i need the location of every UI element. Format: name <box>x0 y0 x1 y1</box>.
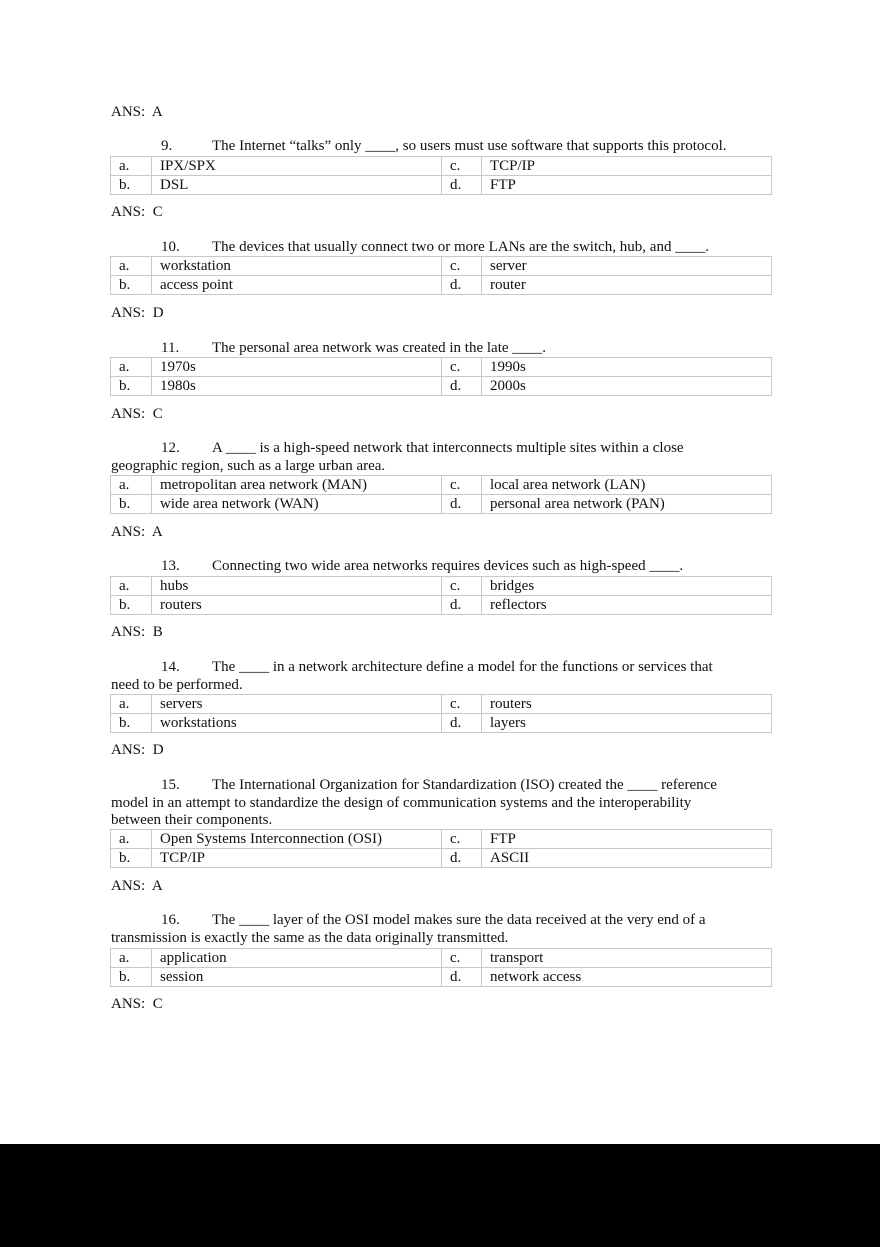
option-a: hubs <box>152 577 442 596</box>
question-stem: Connecting two wide area networks requires devices such as high-speed ____. <box>212 558 684 574</box>
question-stem-continued: need to be performed. <box>111 676 243 693</box>
answer-value: C <box>152 996 163 1012</box>
option-b: 1980s <box>152 377 442 396</box>
options-table-14 <box>110 694 772 733</box>
option-label: c. <box>442 157 482 176</box>
option-d: network access <box>482 968 772 987</box>
answer-label: ANS: <box>111 204 146 220</box>
option-d: reflectors <box>482 596 772 615</box>
option-label: b. <box>111 849 152 868</box>
answer-label: ANS: <box>111 104 146 120</box>
question-stem: The ____ in a network architecture define a model for the functions or services that <box>212 659 713 675</box>
option-label: a. <box>111 695 152 714</box>
answer-line <box>111 305 164 322</box>
option-c: TCP/IP <box>482 157 772 176</box>
option-c: 1990s <box>482 358 772 377</box>
question-12 <box>111 440 761 475</box>
option-c: FTP <box>482 830 772 849</box>
question-stem: The ____ layer of the OSI model makes sure the data received at the very end of a <box>212 912 706 928</box>
option-b: TCP/IP <box>152 849 442 868</box>
question-number: 11. <box>161 340 180 356</box>
question-stem: The International Organization for Standardization (ISO) created the ____ reference <box>212 777 717 793</box>
option-a: servers <box>152 695 442 714</box>
option-b: access point <box>152 276 442 295</box>
answer-label: ANS: <box>111 996 146 1012</box>
option-label: a. <box>111 830 152 849</box>
option-label: c. <box>442 476 482 495</box>
option-label: a. <box>111 476 152 495</box>
option-label: c. <box>442 358 482 377</box>
options-table-15 <box>110 829 772 868</box>
options-row <box>111 476 772 495</box>
option-label: b. <box>111 495 152 514</box>
option-label: d. <box>442 377 482 396</box>
option-label: b. <box>111 714 152 733</box>
option-label: d. <box>442 968 482 987</box>
answer-label: ANS: <box>111 878 146 894</box>
question-number: 15. <box>161 777 180 793</box>
options-row <box>111 714 772 733</box>
option-label: c. <box>442 949 482 968</box>
answer-value: B <box>152 624 163 640</box>
option-label: a. <box>111 949 152 968</box>
option-a: metropolitan area network (MAN) <box>152 476 442 495</box>
option-a: Open Systems Interconnection (OSI) <box>152 830 442 849</box>
options-row <box>111 596 772 615</box>
option-b: workstations <box>152 714 442 733</box>
answer-value: C <box>152 204 163 220</box>
answer-line <box>111 204 163 221</box>
options-row <box>111 358 772 377</box>
options-row <box>111 968 772 987</box>
answer-label: ANS: <box>111 406 146 422</box>
question-number: 12. <box>161 440 180 456</box>
option-b: session <box>152 968 442 987</box>
question-stem: A ____ is a high-speed network that interconnects multiple sites within a close <box>212 440 684 456</box>
option-label: c. <box>442 257 482 276</box>
options-table-9 <box>110 156 772 195</box>
option-label: b. <box>111 176 152 195</box>
answer-line <box>111 524 163 541</box>
options-row <box>111 176 772 195</box>
option-b: routers <box>152 596 442 615</box>
option-label: a. <box>111 257 152 276</box>
option-d: router <box>482 276 772 295</box>
option-label: d. <box>442 596 482 615</box>
options-row <box>111 257 772 276</box>
option-label: b. <box>111 596 152 615</box>
option-a: IPX/SPX <box>152 157 442 176</box>
answer-label: ANS: <box>111 742 146 758</box>
question-stem: The personal area network was created in the late ____. <box>212 340 547 356</box>
options-row <box>111 276 772 295</box>
option-a: 1970s <box>152 358 442 377</box>
options-row <box>111 577 772 596</box>
option-d: personal area network (PAN) <box>482 495 772 514</box>
option-label: b. <box>111 377 152 396</box>
option-c: bridges <box>482 577 772 596</box>
option-label: c. <box>442 695 482 714</box>
question-stem-continued: transmission is exactly the same as the data originally transmitted. <box>111 929 509 946</box>
options-table-11 <box>110 357 772 396</box>
question-stem: The Internet “talks” only ____, so users must use software that supports this protocol. <box>212 138 727 154</box>
question-stem-continued: model in an attempt to standardize the design of communication systems and the interoperability <box>111 794 692 811</box>
option-d: ASCII <box>482 849 772 868</box>
answer-line <box>111 104 163 121</box>
question-stem-continued: geographic region, such as a large urban area. <box>111 457 386 474</box>
answer-label: ANS: <box>111 524 146 540</box>
question-number: 13. <box>161 558 180 574</box>
options-table-10 <box>110 256 772 295</box>
answer-line <box>111 624 163 641</box>
bottom-black-band <box>0 1144 880 1247</box>
answer-label: ANS: <box>111 624 146 640</box>
question-15 <box>111 777 761 830</box>
option-label: c. <box>442 830 482 849</box>
options-row <box>111 157 772 176</box>
options-table-16 <box>110 948 772 987</box>
answer-line <box>111 878 163 895</box>
option-a: workstation <box>152 257 442 276</box>
question-stem-continued: between their components. <box>111 812 273 828</box>
options-row <box>111 377 772 396</box>
question-number: 9. <box>161 138 173 154</box>
answer-value: D <box>152 305 164 321</box>
answer-value: A <box>151 878 163 894</box>
answer-line <box>111 742 164 759</box>
question-number: 10. <box>161 239 180 255</box>
option-c: routers <box>482 695 772 714</box>
option-label: d. <box>442 714 482 733</box>
option-label: a. <box>111 577 152 596</box>
option-label: a. <box>111 358 152 377</box>
option-label: d. <box>442 176 482 195</box>
option-label: b. <box>111 968 152 987</box>
answer-line <box>111 406 163 423</box>
question-stem: The devices that usually connect two or more LANs are the switch, hub, and ____. <box>212 239 709 255</box>
option-label: a. <box>111 157 152 176</box>
option-b: DSL <box>152 176 442 195</box>
option-label: d. <box>442 276 482 295</box>
question-16 <box>111 912 761 947</box>
option-d: FTP <box>482 176 772 195</box>
option-d: layers <box>482 714 772 733</box>
options-row <box>111 495 772 514</box>
question-14 <box>111 659 761 694</box>
question-10 <box>111 239 761 257</box>
answer-label: ANS: <box>111 305 146 321</box>
answer-value: A <box>151 524 163 540</box>
option-label: d. <box>442 495 482 514</box>
option-c: transport <box>482 949 772 968</box>
answer-value: D <box>152 742 164 758</box>
options-row <box>111 830 772 849</box>
option-a: application <box>152 949 442 968</box>
question-number: 16. <box>161 912 180 928</box>
question-13 <box>111 558 761 576</box>
question-9 <box>111 138 761 156</box>
options-table-12 <box>110 475 772 514</box>
answer-line <box>111 996 163 1013</box>
options-row <box>111 695 772 714</box>
option-label: c. <box>442 577 482 596</box>
question-number: 14. <box>161 659 180 675</box>
options-row <box>111 849 772 868</box>
option-c: local area network (LAN) <box>482 476 772 495</box>
answer-value: A <box>151 104 163 120</box>
question-11 <box>111 340 761 358</box>
option-label: b. <box>111 276 152 295</box>
options-table-13 <box>110 576 772 615</box>
option-b: wide area network (WAN) <box>152 495 442 514</box>
option-label: d. <box>442 849 482 868</box>
option-d: 2000s <box>482 377 772 396</box>
answer-value: C <box>152 406 163 422</box>
options-row <box>111 949 772 968</box>
option-c: server <box>482 257 772 276</box>
